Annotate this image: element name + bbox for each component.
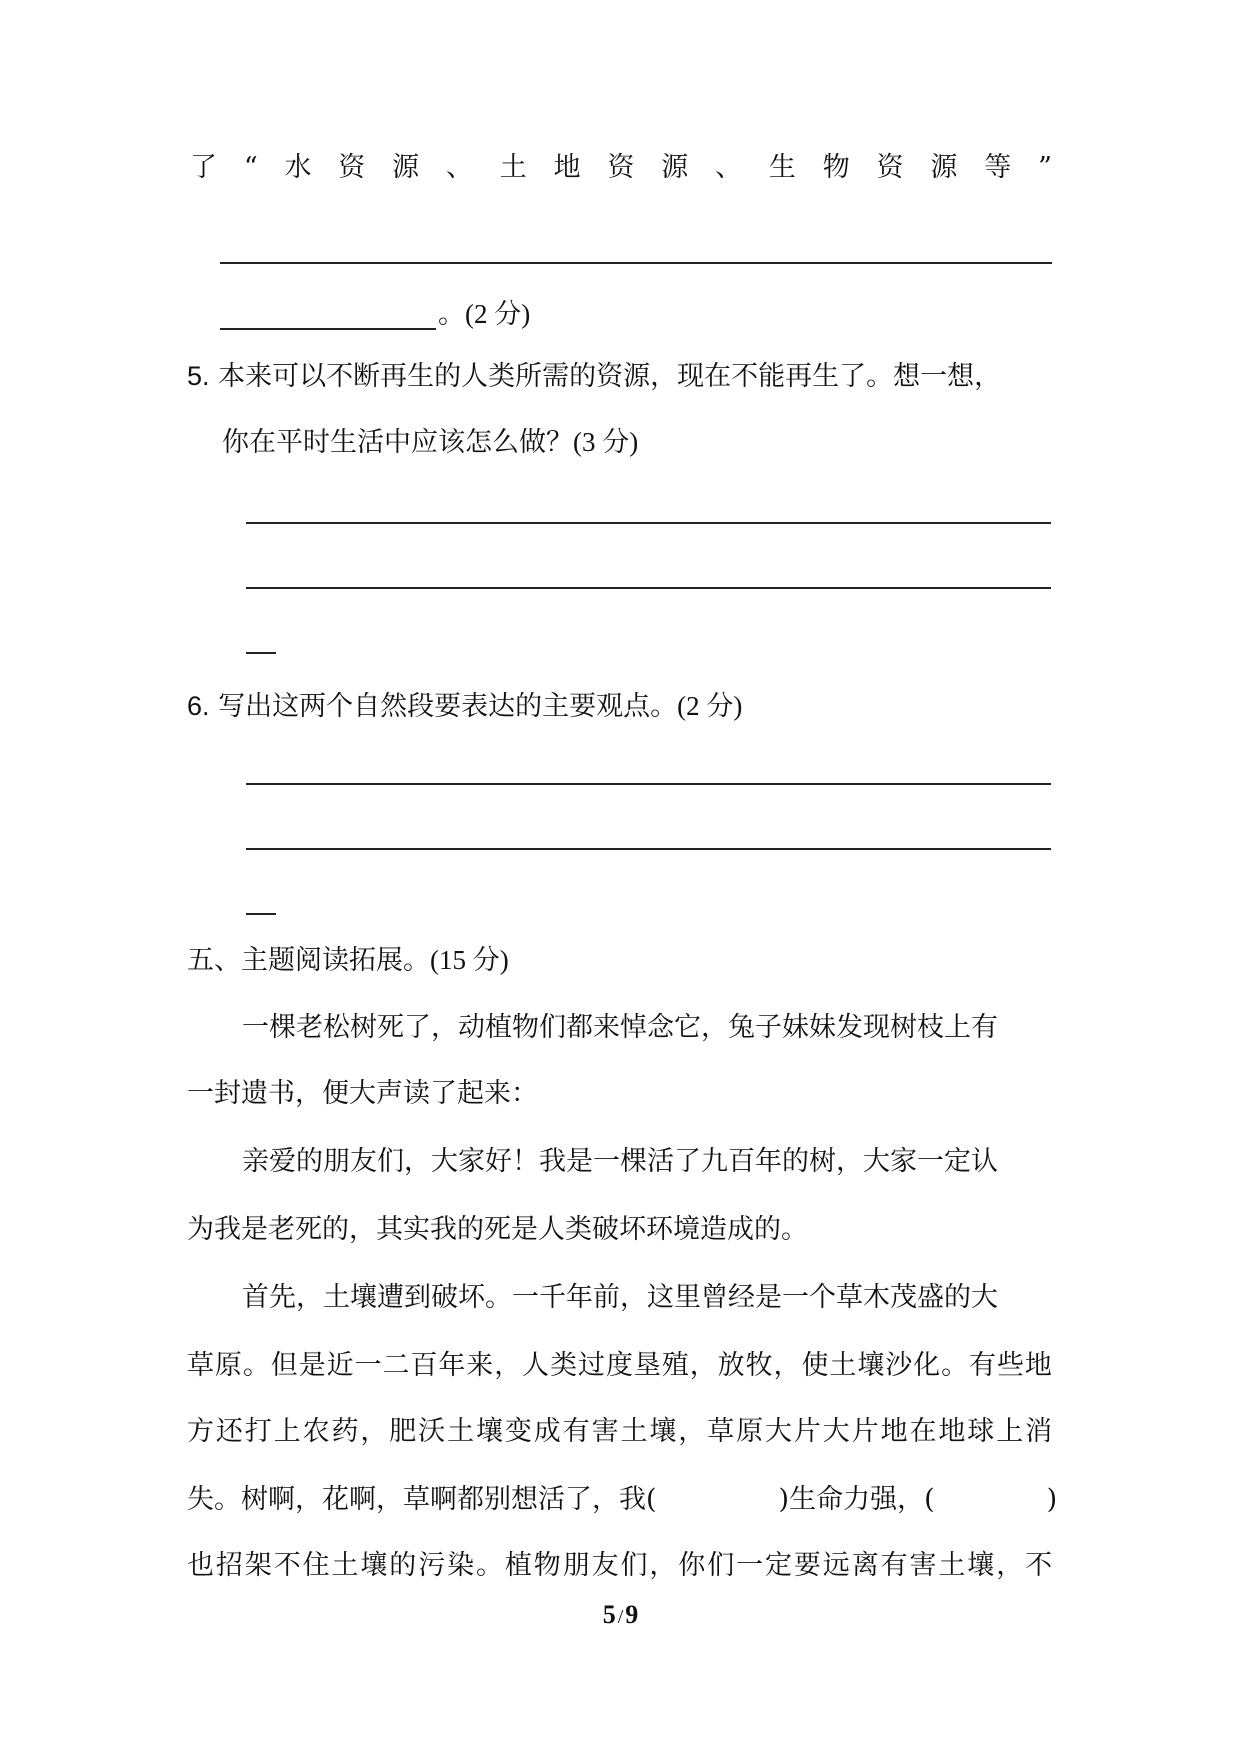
question-text: 你在平时生活中应该怎么做？ <box>222 427 573 458</box>
passage-line: 也招架不住土壤的污染。植物朋友们，你们一定要远离有害土壤，不 <box>187 1550 1054 1581</box>
char: 资 <box>338 152 366 183</box>
char: 物 <box>822 152 850 183</box>
answer-line[interactable] <box>220 262 1052 264</box>
question-5 <box>187 358 1001 395</box>
char: 生 <box>768 152 796 183</box>
answer-line-short[interactable] <box>246 913 276 915</box>
answer-line[interactable] <box>246 848 1051 850</box>
question-number: 6. <box>187 691 210 721</box>
q4-continuation-line <box>190 150 1052 186</box>
page-number <box>0 1600 1241 1630</box>
answer-line[interactable] <box>246 522 1051 524</box>
passage-line: 一封遗书，便大声读了起来： <box>187 1078 538 1109</box>
points-label: (2 分) <box>465 299 531 329</box>
passage-blank-line <box>187 1482 1057 1518</box>
question-number: 5. <box>187 361 210 391</box>
char: 、 <box>715 152 743 183</box>
passage-text: ) <box>1046 1484 1058 1515</box>
points-label: (2 分) <box>677 691 743 721</box>
char: 源 <box>930 152 958 183</box>
question-text: 本来可以不断再生的人类所需的资源，现在不能再生了。想一想， <box>218 361 1002 392</box>
passage-line: 首先，土壤遭到破坏。一千年前，这里曾经是一个草木茂盛的大 <box>242 1282 998 1313</box>
page-separator: / <box>617 1606 624 1628</box>
section-title: 五、主题阅读拓展。 <box>187 945 430 976</box>
answer-line[interactable] <box>246 783 1051 785</box>
char: 了 <box>190 152 217 183</box>
page-total: 9 <box>625 1600 639 1629</box>
passage-line: 一棵老松树死了，动植物们都来悼念它，兔子妹妹发现树枝上有 <box>242 1012 998 1043</box>
points-label: (15 分) <box>430 945 509 975</box>
period: 。 <box>438 299 465 330</box>
char: 源 <box>392 152 420 183</box>
answer-line[interactable] <box>246 587 1051 589</box>
char: 资 <box>876 152 904 183</box>
answer-line-short[interactable] <box>220 328 436 330</box>
char: 、 <box>445 152 473 183</box>
answer-line-short[interactable] <box>246 652 276 654</box>
question-6 <box>187 688 742 725</box>
char: ” <box>1038 152 1052 183</box>
char: 源 <box>661 152 689 183</box>
passage-line: 为我是老死的，其实我的死是人类破坏环境造成的。 <box>187 1214 808 1245</box>
points-label: (3 分) <box>573 427 639 457</box>
passage-line: 方还打上农药，肥沃土壤变成有害土壤，草原大片大片地在地球上消 <box>187 1416 1054 1447</box>
page-current: 5 <box>602 1600 616 1629</box>
question-text: 写出这两个自然段要表达的主要观点。 <box>218 691 678 722</box>
char: “ <box>243 152 258 183</box>
question-5-line2 <box>222 424 638 461</box>
char: 等 <box>984 152 1012 183</box>
q4-points-line <box>438 296 530 333</box>
char: 地 <box>553 152 581 183</box>
passage-text: )生命力强，( <box>778 1484 935 1515</box>
char: 土 <box>499 152 527 183</box>
section-heading <box>187 942 509 979</box>
passage-text: 失。树啊，花啊，草啊都别想活了，我( <box>187 1484 657 1515</box>
char: 资 <box>607 152 635 183</box>
passage-line: 草原。但是近一二百年来，人类过度垦殖，放牧，使土壤沙化。有些地 <box>187 1350 1053 1381</box>
passage-line: 亲爱的朋友们，大家好！我是一棵活了九百年的树，大家一定认 <box>242 1146 998 1177</box>
char: 水 <box>284 152 312 183</box>
